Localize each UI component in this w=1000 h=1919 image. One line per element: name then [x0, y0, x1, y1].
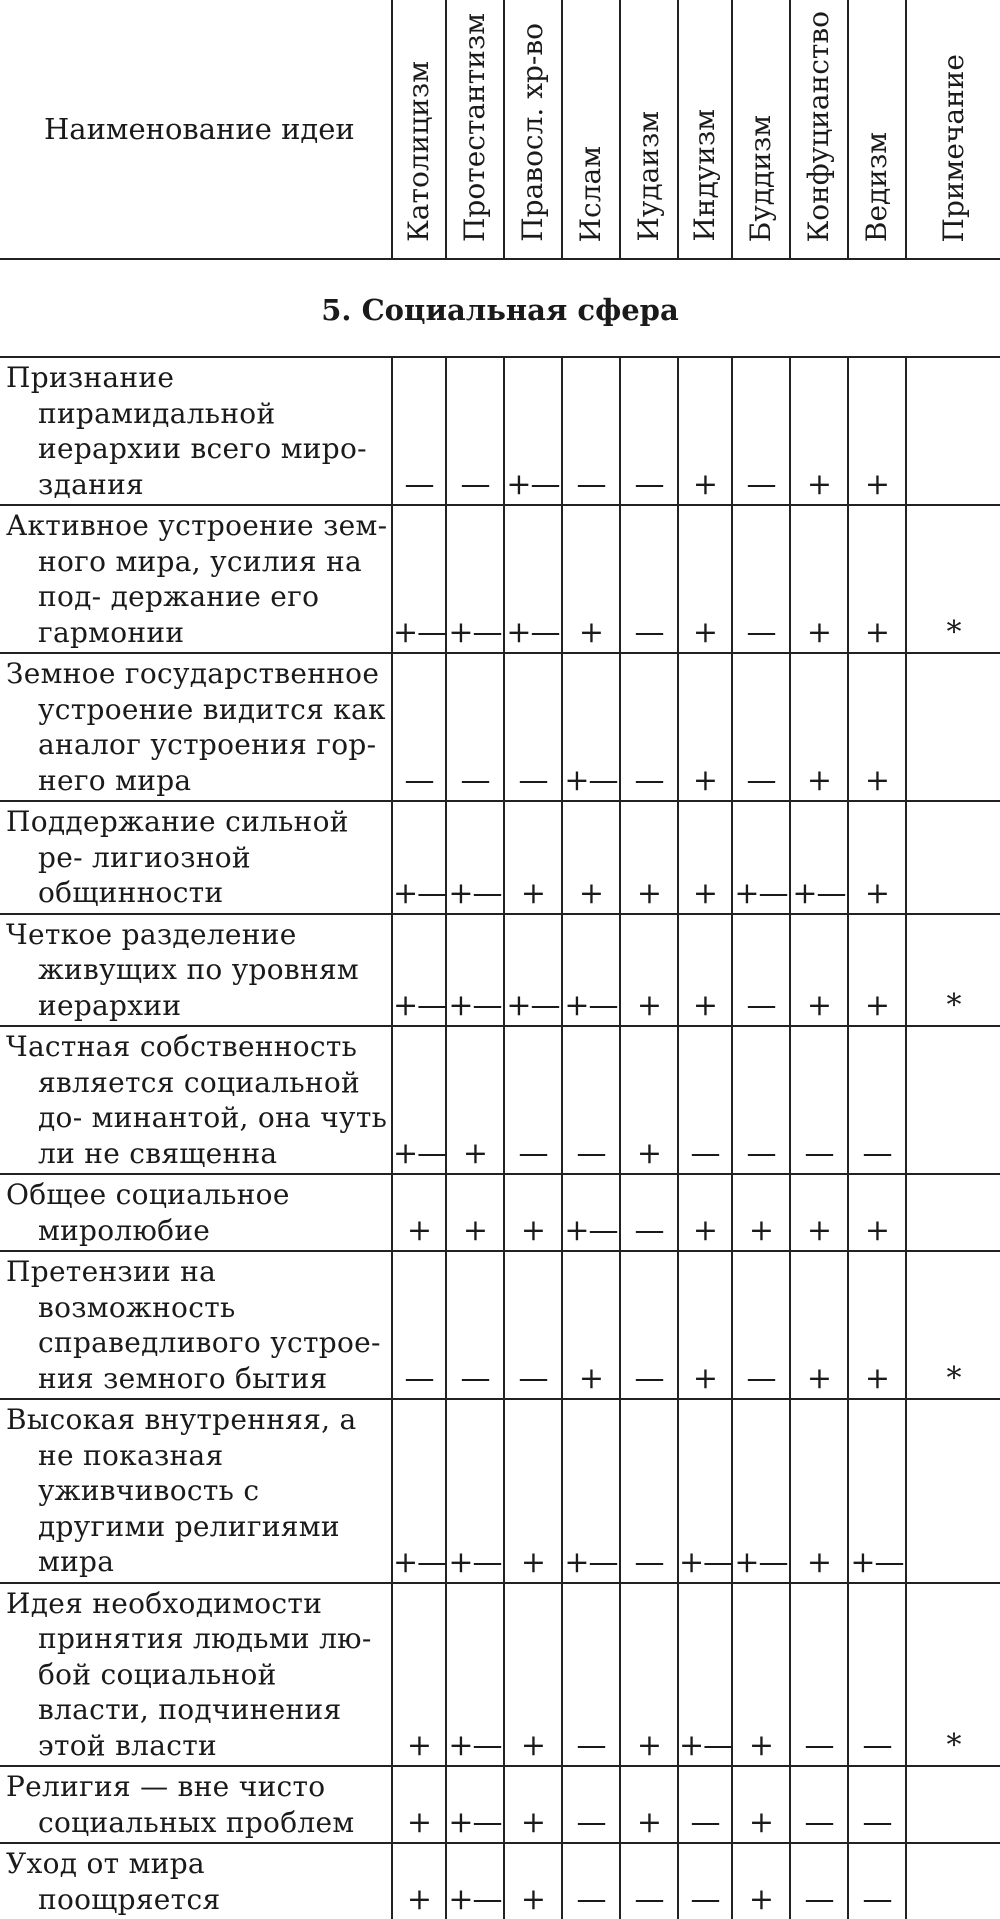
- table-row: [0, 914, 1000, 1027]
- mark-cell: —: [732, 357, 790, 505]
- mark-cell: —: [562, 1843, 620, 1919]
- mark-cell: —: [446, 1251, 504, 1399]
- mark-cell: +: [620, 1026, 678, 1174]
- mark-cell: +: [620, 801, 678, 914]
- table-row: [0, 1766, 1000, 1843]
- mark-cell: +: [790, 505, 848, 653]
- mark-cell: +: [848, 1251, 906, 1399]
- mark-cell: +: [848, 653, 906, 801]
- mark-cell: +—: [446, 1843, 504, 1919]
- mark-cell: +—: [446, 1766, 504, 1843]
- idea-text: Высокая внутренняя, а не показная уживчивость с другими религиями мира: [6, 1403, 357, 1578]
- column-label: Конфуцианство: [802, 10, 835, 242]
- mark-cell: —: [848, 1843, 906, 1919]
- mark-cell: +—: [504, 357, 562, 505]
- column-label: Иудаизм: [632, 111, 665, 242]
- mark-cell: —: [790, 1026, 848, 1174]
- mark-cell: +: [848, 801, 906, 914]
- mark-cell: +: [504, 1843, 562, 1919]
- mark-cell: —: [732, 1026, 790, 1174]
- mark-cell: +—: [392, 914, 446, 1027]
- table-row: [0, 1174, 1000, 1251]
- column-label: Примечание: [936, 53, 970, 242]
- idea-cell: [0, 914, 392, 1027]
- section-row: [0, 259, 1000, 357]
- mark-cell: —: [562, 357, 620, 505]
- idea-text: Идея необходимости принятия людьми лю- бой социальной власти, подчинения этой власти: [6, 1586, 372, 1762]
- mark-cell: +: [848, 357, 906, 505]
- column-header-judaism: [620, 0, 678, 259]
- idea-cell: [0, 1026, 392, 1174]
- table-row: [0, 357, 1000, 505]
- mark-cell: +: [392, 1843, 446, 1919]
- mark-cell: —: [504, 1026, 562, 1174]
- mark-cell: —: [620, 357, 678, 505]
- idea-text: Уход от мира поощряется: [6, 1847, 221, 1916]
- column-label: Протестантизм: [458, 13, 491, 242]
- mark-cell: —: [504, 653, 562, 801]
- table-row: [0, 1399, 1000, 1583]
- mark-cell: +: [504, 1583, 562, 1767]
- mark-cell: —: [392, 1251, 446, 1399]
- mark-cell: —: [620, 653, 678, 801]
- mark-cell: +: [790, 653, 848, 801]
- mark-cell: +: [562, 801, 620, 914]
- mark-cell: —: [678, 1026, 732, 1174]
- column-header-islam: [562, 0, 620, 259]
- mark-cell: +: [620, 1766, 678, 1843]
- mark-cell: +: [678, 505, 732, 653]
- note-cell: [906, 1026, 1000, 1174]
- mark-cell: —: [446, 653, 504, 801]
- mark-cell: +—: [446, 1583, 504, 1767]
- note-cell: *: [906, 914, 1000, 1027]
- idea-text: Общее социальное миролюбие: [6, 1178, 290, 1247]
- note-cell: [906, 1766, 1000, 1843]
- mark-cell: +: [790, 357, 848, 505]
- mark-cell: —: [392, 357, 446, 505]
- mark-cell: —: [620, 1251, 678, 1399]
- idea-cell: [0, 1399, 392, 1583]
- mark-cell: —: [790, 1843, 848, 1919]
- mark-cell: +—: [790, 801, 848, 914]
- mark-cell: +: [620, 1583, 678, 1767]
- column-header-catholicism: [392, 0, 446, 259]
- idea-cell: [0, 653, 392, 801]
- mark-cell: +: [392, 1766, 446, 1843]
- note-cell: [906, 1843, 1000, 1919]
- note-cell: *: [906, 1583, 1000, 1767]
- mark-cell: +—: [562, 914, 620, 1027]
- note-cell: *: [906, 505, 1000, 653]
- mark-cell: +—: [446, 801, 504, 914]
- note-cell: [906, 653, 1000, 801]
- idea-text: Религия — вне чисто социальных проблем: [6, 1770, 355, 1839]
- column-header-hinduism: [678, 0, 732, 259]
- table-row: [0, 505, 1000, 653]
- mark-cell: —: [392, 653, 446, 801]
- table-row: [0, 801, 1000, 914]
- mark-cell: +: [678, 653, 732, 801]
- mark-cell: +—: [678, 1583, 732, 1767]
- mark-cell: +: [848, 505, 906, 653]
- idea-cell: [0, 357, 392, 505]
- note-cell: [906, 1174, 1000, 1251]
- idea-text: Активное устроение зем- ного мира, усилия на под- держание его гармонии: [6, 509, 388, 649]
- table-row: [0, 1026, 1000, 1174]
- mark-cell: +: [732, 1843, 790, 1919]
- column-label: Индуизм: [688, 109, 721, 242]
- column-label: Католицизм: [402, 61, 435, 242]
- note-cell: *: [906, 1251, 1000, 1399]
- column-header-protestantism: [446, 0, 504, 259]
- mark-cell: —: [732, 653, 790, 801]
- column-label: Буддизм: [744, 114, 777, 242]
- mark-cell: +: [848, 914, 906, 1027]
- table-body: [0, 357, 1000, 1919]
- idea-text: Поддержание сильной ре- лигиозной общинности: [6, 805, 349, 909]
- mark-cell: +: [732, 1583, 790, 1767]
- mark-cell: +: [562, 1251, 620, 1399]
- column-header-vedism: [848, 0, 906, 259]
- mark-cell: +—: [562, 1399, 620, 1583]
- mark-cell: +: [678, 357, 732, 505]
- mark-cell: —: [446, 357, 504, 505]
- mark-cell: +—: [446, 1399, 504, 1583]
- column-label: Правосл. хр-во: [516, 23, 549, 242]
- idea-text: Претензии на возможность справедливого устрое- ния земного бытия: [6, 1255, 381, 1395]
- idea-text: Частная собственность является социальной до- минантой, она чуть ли не священна: [6, 1030, 388, 1170]
- idea-cell: [0, 1843, 392, 1919]
- mark-cell: —: [562, 1583, 620, 1767]
- idea-cell: [0, 1766, 392, 1843]
- mark-cell: —: [562, 1766, 620, 1843]
- mark-cell: +: [446, 1174, 504, 1251]
- mark-cell: +: [678, 1174, 732, 1251]
- mark-cell: —: [620, 1399, 678, 1583]
- mark-cell: +—: [392, 505, 446, 653]
- idea-text: Земное государственное устроение видится как аналог устроения гор- него мира: [6, 657, 386, 797]
- table-row: [0, 653, 1000, 801]
- mark-cell: —: [848, 1026, 906, 1174]
- table-row: [0, 1251, 1000, 1399]
- mark-cell: —: [504, 1251, 562, 1399]
- note-cell: [906, 357, 1000, 505]
- table-row: [0, 1843, 1000, 1919]
- mark-cell: —: [732, 1251, 790, 1399]
- note-cell: [906, 1399, 1000, 1583]
- mark-cell: +: [732, 1174, 790, 1251]
- note-cell: [906, 801, 1000, 914]
- mark-cell: +—: [446, 505, 504, 653]
- mark-cell: +—: [732, 801, 790, 914]
- mark-cell: +: [790, 914, 848, 1027]
- mark-cell: —: [848, 1583, 906, 1767]
- mark-cell: —: [790, 1766, 848, 1843]
- section-title: 5. Социальная сфера: [0, 259, 1000, 357]
- column-header-orthodoxy: [504, 0, 562, 259]
- mark-cell: +—: [562, 1174, 620, 1251]
- mark-cell: +: [504, 1174, 562, 1251]
- mark-cell: +: [392, 1583, 446, 1767]
- mark-cell: —: [620, 505, 678, 653]
- mark-cell: +: [790, 1251, 848, 1399]
- mark-cell: +—: [504, 914, 562, 1027]
- mark-cell: +—: [732, 1399, 790, 1583]
- mark-cell: +: [562, 505, 620, 653]
- mark-cell: +: [678, 1251, 732, 1399]
- idea-column-header: Наименование идеи: [0, 0, 392, 259]
- mark-cell: —: [678, 1766, 732, 1843]
- idea-cell: [0, 1583, 392, 1767]
- mark-cell: +: [848, 1174, 906, 1251]
- idea-cell: [0, 801, 392, 914]
- mark-cell: +: [504, 1399, 562, 1583]
- idea-cell: [0, 1251, 392, 1399]
- mark-cell: —: [790, 1583, 848, 1767]
- mark-cell: +: [678, 801, 732, 914]
- mark-cell: —: [562, 1026, 620, 1174]
- mark-cell: +: [790, 1399, 848, 1583]
- column-label: Ислам: [574, 145, 607, 242]
- header-row: [0, 0, 1000, 259]
- mark-cell: +—: [678, 1399, 732, 1583]
- mark-cell: —: [678, 1843, 732, 1919]
- idea-text: Признание пирамидальной иерархии всего миро- здания: [6, 361, 367, 501]
- mark-cell: +—: [392, 801, 446, 914]
- mark-cell: +: [392, 1174, 446, 1251]
- mark-cell: —: [732, 914, 790, 1027]
- mark-cell: +: [620, 914, 678, 1027]
- column-header-buddhism: [732, 0, 790, 259]
- idea-cell: [0, 505, 392, 653]
- column-header-confucianism: [790, 0, 848, 259]
- mark-cell: +: [504, 1766, 562, 1843]
- table-row: [0, 1583, 1000, 1767]
- mark-cell: +: [790, 1174, 848, 1251]
- mark-cell: +: [678, 914, 732, 1027]
- mark-cell: +—: [848, 1399, 906, 1583]
- idea-text: Четкое разделение живущих по уровням иерархии: [6, 917, 359, 1022]
- mark-cell: —: [620, 1843, 678, 1919]
- idea-cell: [0, 1174, 392, 1251]
- mark-cell: +: [732, 1766, 790, 1843]
- mark-cell: +: [504, 801, 562, 914]
- mark-cell: —: [620, 1174, 678, 1251]
- mark-cell: +—: [392, 1399, 446, 1583]
- mark-cell: +—: [392, 1026, 446, 1174]
- mark-cell: +—: [504, 505, 562, 653]
- column-header-note: [906, 0, 1000, 259]
- mark-cell: +: [446, 1026, 504, 1174]
- mark-cell: +—: [562, 653, 620, 801]
- mark-cell: +—: [446, 914, 504, 1027]
- mark-cell: —: [732, 505, 790, 653]
- column-label: Ведизм: [860, 131, 893, 242]
- mark-cell: —: [848, 1766, 906, 1843]
